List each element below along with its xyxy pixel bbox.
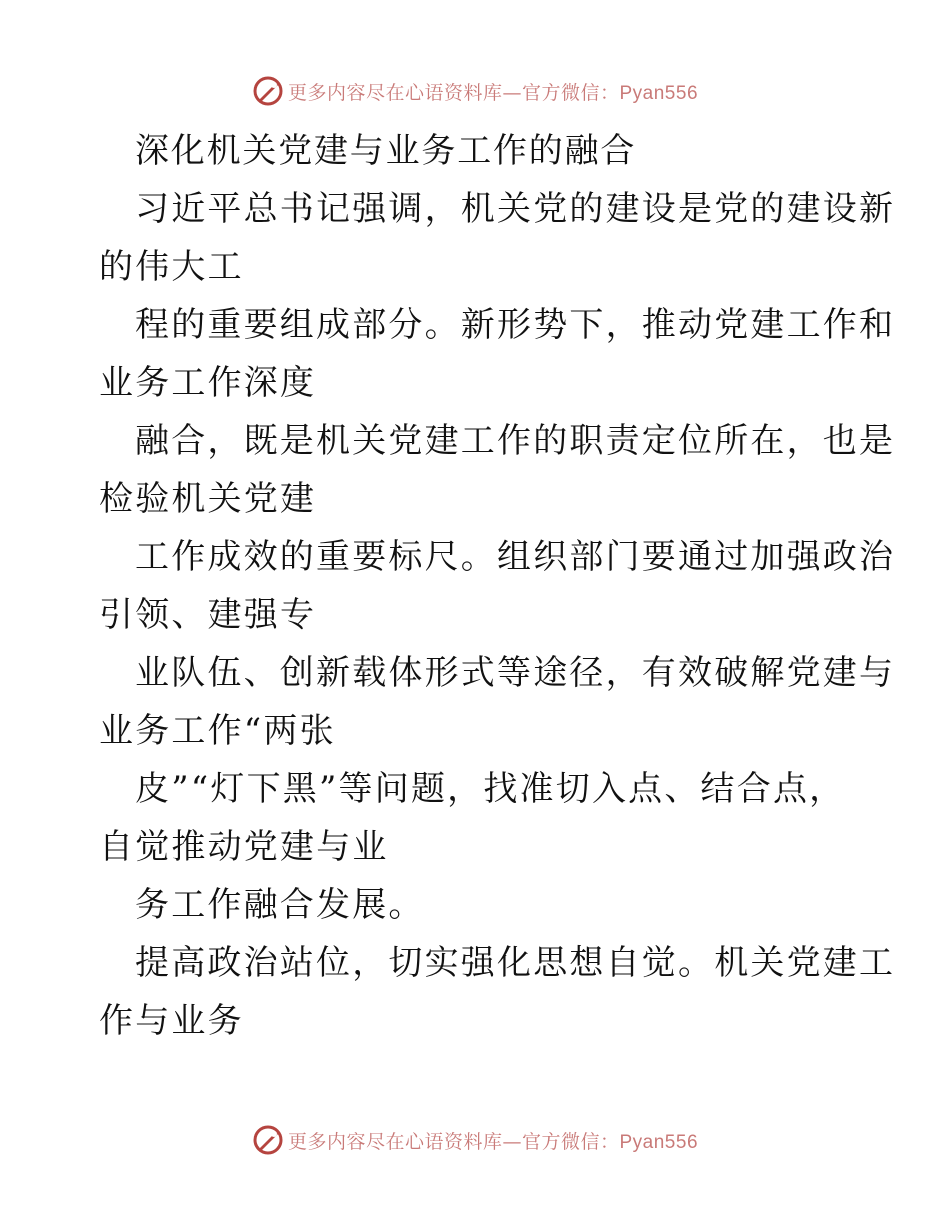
pen-logo-icon xyxy=(252,1124,284,1156)
paragraph-line: 融合，既是机关党建工作的职责定位所在，也是 xyxy=(135,421,896,461)
banner-text xyxy=(288,78,698,105)
paragraph-line: 引领、建强专 xyxy=(99,595,317,635)
document-body xyxy=(99,122,896,1050)
footer-watermark-banner xyxy=(0,1120,950,1160)
paragraph-line: 工作成效的重要标尺。组织部门要通过加强政治 xyxy=(135,537,896,577)
paragraph-line: 皮”“灯下黑”等问题，找准切入点、结合点， xyxy=(135,769,846,809)
banner-text-cn: 更多内容尽在心语资料库—官方微信： xyxy=(287,1130,620,1153)
banner-text-cn: 更多内容尽在心语资料库—官方微信： xyxy=(287,81,620,104)
paragraph-line: 业务工作“两张 xyxy=(99,711,336,751)
paragraph-line: 业队伍、创新载体形式等途径，有效破解党建与 xyxy=(135,653,896,693)
pen-logo-icon xyxy=(252,75,284,107)
paragraph-line: 程的重要组成部分。新形势下，推动党建工作和 xyxy=(135,305,896,345)
paragraph-line: 习近平总书记强调，机关党的建设是党的建设新 xyxy=(135,189,896,229)
document-title: 深化机关党建与业务工作的融合 xyxy=(135,131,637,171)
header-watermark-banner xyxy=(0,71,950,111)
paragraph-line: 的伟大工 xyxy=(99,247,244,287)
paragraph-line: 自觉推动党建与业 xyxy=(99,827,389,867)
paragraph-line: 提高政治站位，切实强化思想自觉。机关党建工 xyxy=(135,943,896,983)
paragraph-line: 务工作融合发展。 xyxy=(135,885,425,925)
paragraph-line: 检验机关党建 xyxy=(99,479,317,519)
banner-wechat-id: Pyan556 xyxy=(619,1131,699,1153)
paragraph-line: 作与业务 xyxy=(99,1001,244,1041)
paragraph-line: 业务工作深度 xyxy=(99,363,317,403)
banner-text xyxy=(288,1127,698,1154)
banner-wechat-id: Pyan556 xyxy=(619,82,699,104)
